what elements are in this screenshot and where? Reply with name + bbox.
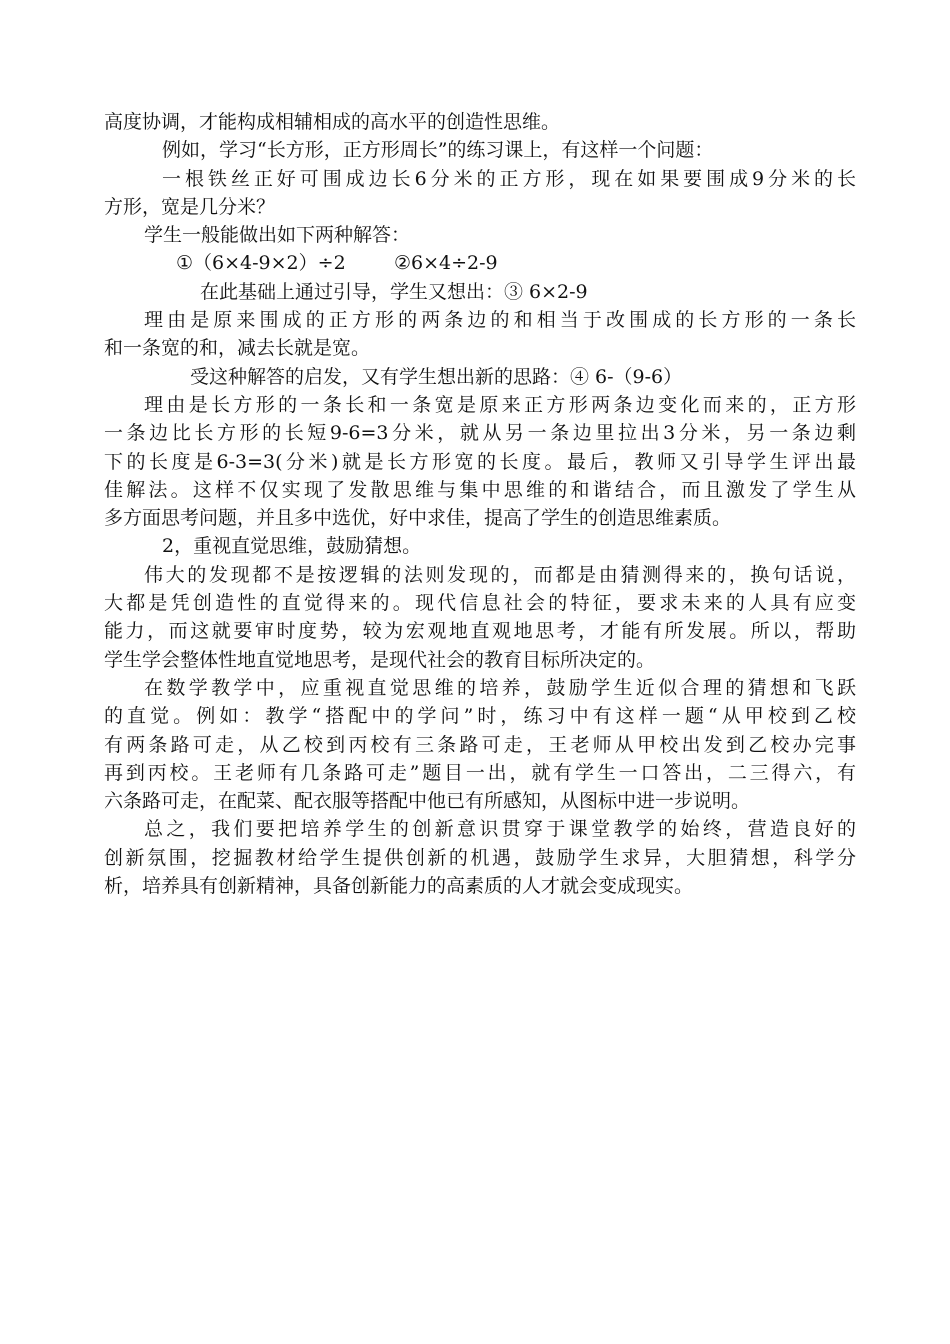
text-line: 大都是凭创造性的直觉得来的。现代信息社会的特征，要求未来的人具有应变: [104, 592, 856, 615]
text-line: 例如，学习“长方形，正方形周长”的练习课上，有这样一个问题：: [162, 139, 714, 162]
text-line: 方形，宽是几分米？: [104, 195, 276, 218]
text-line: 高度协调，才能构成相辅相成的高水平的创造性思维。: [104, 111, 561, 133]
text-line: 创新氛围，挖掘教材给学生提供创新的机遇，鼓励学生求异，大胆猜想，科学分: [104, 846, 856, 869]
text-line: 一根铁丝正好可围成边长6分米的正方形，现在如果要围成9分米的长: [162, 167, 856, 190]
text-line: 的直觉。例如：教学“搭配中的学问”时，练习中有这样一题“从甲校到乙校: [104, 705, 856, 728]
text-line: 2，重视直觉思维，鼓励猜想。: [162, 535, 422, 558]
text-line: 再到丙校。王老师有几条路可走”题目一出，就有学生一口答出，二三得六，有: [104, 761, 856, 784]
text-line: 总之，我们要把培养学生的创新意识贯穿于课堂教学的始终，营造良好的: [144, 818, 856, 841]
text-line: 下的长度是6-3=3(分米)就是长方形宽的长度。最后，教师又引导学生评出最: [104, 450, 856, 473]
text-line: 在此基础上通过引导，学生又想出：③ 6×2-9: [200, 280, 588, 303]
document-body: [104, 108, 856, 900]
text-line: 伟大的发现都不是按逻辑的法则发现的，而都是由猜测得来的，换句话说，: [144, 563, 856, 586]
text-line: 和一条宽的和，减去长就是宽。: [104, 337, 371, 360]
text-line: 学生学会整体性地直觉地思考，是现代社会的教育目标所决定的。: [104, 648, 656, 671]
text-line: 理由是原来围成的正方形的两条边的和相当于改围成的长方形的一条长: [144, 309, 856, 332]
text-line: 六条路可走，在配菜、配衣服等搭配中他已有所感知，从图标中进一步说明。: [104, 790, 751, 813]
text-line: 多方面思考问题，并且多中选优，好中求佳，提高了学生的创造思维素质。: [104, 507, 732, 530]
text-line: 能力，而这就要审时度势，较为宏观地直观地思考，才能有所发展。所以，帮助: [104, 620, 856, 643]
text-line: 佳解法。这样不仅实现了发散思维与集中思维的和谐结合，而且激发了学生从: [104, 478, 856, 501]
text-line: 有两条路可走，从乙校到丙校有三条路可走，王老师从甲校出发到乙校办完事: [104, 733, 856, 756]
text-line: 一条边比长方形的长短9-6=3分米，就从另一条边里拉出3分米，另一条边剩: [104, 422, 856, 445]
text-line: 析，培养具有创新精神，具备创新能力的高素质的人才就会变成现实。: [104, 875, 694, 898]
text-line: ①（6×4-9×2）÷2 ②6×4÷2-9: [176, 252, 498, 275]
text-line: 理由是长方形的一条长和一条宽是原来正方形两条边变化而来的，正方形: [144, 393, 856, 416]
text-line: 在数学教学中，应重视直觉思维的培养，鼓励学生近似合理的猜想和飞跃: [144, 676, 856, 699]
text-line: 受这种解答的启发，又有学生想出新的思路：④ 6-（9-6）: [190, 365, 683, 388]
text-line: 学生一般能做出如下两种解答：: [144, 224, 411, 247]
